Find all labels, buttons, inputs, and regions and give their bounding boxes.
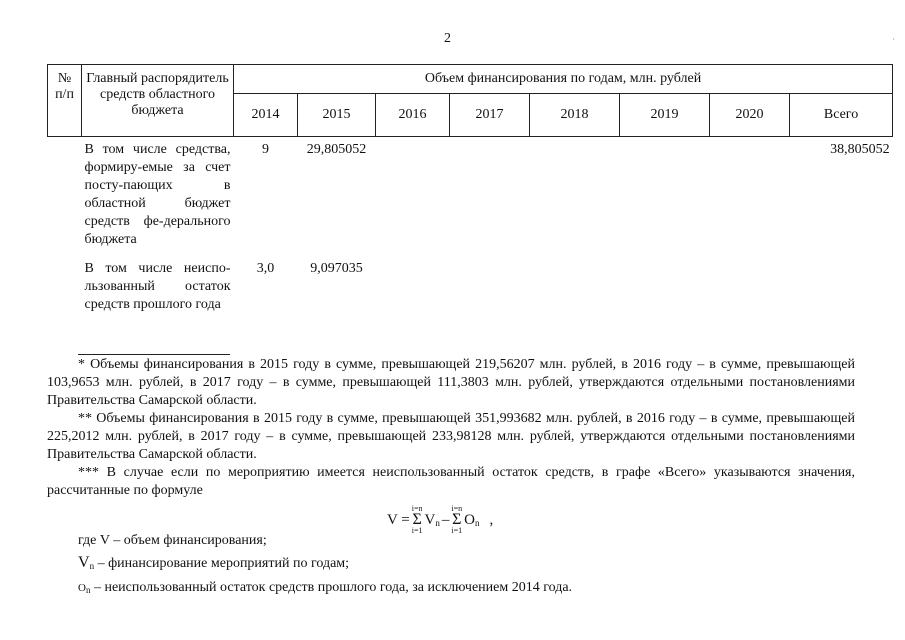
corner-mark: · xyxy=(892,35,895,44)
definition-on: $O_n$ – неиспользованный остаток средств прошлого года, за исключением 2014 года. xyxy=(78,580,573,595)
row-label: В том числе неиспо-льзованный остаток средств прошлого года xyxy=(84,261,231,312)
header-number: № п/п xyxy=(48,65,82,137)
cell-total xyxy=(790,251,893,316)
definitions xyxy=(78,530,572,601)
cell-2015: 29,805052 xyxy=(306,142,367,157)
sum-upper-limit: i=n xyxy=(451,504,463,513)
formula-tail: , xyxy=(489,511,494,528)
cell-total: 38,805052 xyxy=(830,142,890,157)
sigma-icon: Σ xyxy=(452,511,462,528)
header-distributor: Главный распорядитель средств областного бюджета xyxy=(82,65,234,137)
header-year: 2019 xyxy=(620,94,710,137)
footnote-divider xyxy=(78,354,230,355)
header-year: 2018 xyxy=(530,94,620,137)
formula-minus: – xyxy=(441,511,450,528)
table-row xyxy=(48,137,893,252)
formula-term-o: $O_n$ xyxy=(464,511,480,528)
table-row xyxy=(48,251,893,316)
sum-lower-limit: i=1 xyxy=(411,526,423,535)
financing-table xyxy=(47,64,893,316)
formula-lhs: V = xyxy=(387,511,410,528)
cell-2014: 3,0 xyxy=(256,261,275,276)
header-year: 2014 xyxy=(234,94,298,137)
sum-upper-limit: i=n xyxy=(411,504,423,513)
header-year: 2015 xyxy=(298,94,376,137)
cell-2015: 9,097035 xyxy=(310,261,363,276)
footnotes xyxy=(47,356,855,500)
header-year: 2017 xyxy=(450,94,530,137)
header-volume: Объем финансирования по годам, млн. рублей xyxy=(234,65,893,94)
header-year: 2020 xyxy=(710,94,790,137)
footnote-1: * Объемы финансирования в 2015 году в сумме, превышающей 219,56207 млн. рублей, в 2016 году – в сумме, превышающей 103,9653 млн. рублей, в 2017 году – в сумме, превышающей 111,3803 млн. рублей, утверждаются отдельными постановлениями Правительства Самарской области. xyxy=(47,357,855,408)
sum-lower-limit: i=1 xyxy=(451,526,463,535)
definition-v: где V – объем финансирования; xyxy=(78,533,267,548)
page-number: 2 xyxy=(444,31,451,46)
header-year: 2016 xyxy=(376,94,450,137)
sigma-icon: Σ xyxy=(412,511,422,528)
header-total: Всего xyxy=(790,94,893,137)
definition-vn: $V_n$ – финансирование мероприятий по годам; xyxy=(78,554,350,571)
cell-2014: 9 xyxy=(262,142,269,157)
footnote-3: *** В случае если по мероприятию имеется неиспользованный остаток средств, в графе «Всего» указываются значения, рассчитанные по формуле xyxy=(47,465,855,498)
row-label: В том числе средства, формиру-емые за счет посту-пающих в областной бюджет средств фе-дерального бюджета xyxy=(84,142,231,247)
footnote-2: ** Объемы финансирования в 2015 году в сумме, превышающей 351,993682 млн. рублей, в 2016 году – в сумме, превышающей 225,2012 млн. рублей, в 2017 году – в сумме, превышающей 233,98128 млн. рублей, утверждаются отдельными постановлениями Правительства Самарской области. xyxy=(47,411,855,462)
formula-term-v: $V_n$ xyxy=(424,511,440,528)
